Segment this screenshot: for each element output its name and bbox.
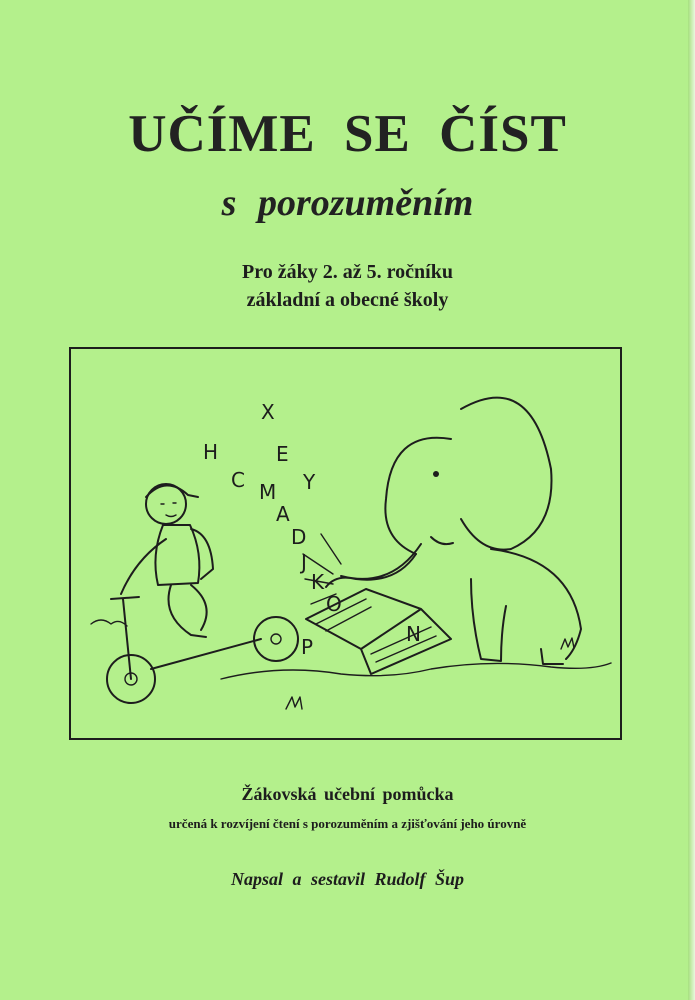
grass-tuft (286, 697, 302, 709)
flying-letter: H (203, 440, 219, 464)
audience-line-2: základní a obecné školy (246, 289, 449, 311)
elephant-eye (433, 471, 439, 477)
grass-tuft (561, 638, 574, 649)
flying-letter: Y (303, 470, 316, 494)
boy-face (161, 503, 176, 517)
cartoon-illustration-icon (71, 349, 620, 738)
scooter-stem (111, 597, 139, 679)
flying-letter: A (276, 502, 290, 526)
author-line: Napsal a sestavil Rudolf Šup (230, 869, 465, 889)
flying-letter: N (406, 622, 421, 646)
flying-letter: J (301, 550, 307, 574)
flying-letter: O (326, 592, 342, 616)
flying-letter: X (261, 400, 275, 424)
elephant-body (471, 549, 581, 664)
book-subtitle: s porozuměním (221, 182, 474, 224)
cover-illustration (69, 347, 622, 740)
elephant-tusk (431, 537, 453, 544)
audience-line-1: Pro žáky 2. až 5. ročníku (242, 261, 453, 283)
boy-leg (191, 585, 207, 630)
aid-description: určená k rozvíjení čtení s porozuměním a zjišťování jeho úrovně (168, 816, 527, 831)
elephant-ear (461, 398, 552, 550)
flying-letter: E (276, 442, 289, 466)
ground-scribble (221, 663, 611, 679)
flying-letter: K (311, 570, 325, 594)
wheel-hub (271, 634, 281, 644)
ground-scribble (91, 620, 127, 626)
flying-letter: D (291, 525, 307, 549)
elephant-head (385, 438, 451, 554)
aid-title: Žákovská učební pomůcka (241, 784, 454, 804)
elephant-trunk (326, 544, 421, 587)
boy-body (155, 525, 199, 585)
flying-letter: C (231, 468, 245, 492)
flying-letter: M (259, 480, 277, 504)
book-title: UČÍME SE ČÍST (128, 105, 567, 163)
flying-letter: P (301, 635, 314, 659)
scooter-deck (151, 639, 261, 669)
